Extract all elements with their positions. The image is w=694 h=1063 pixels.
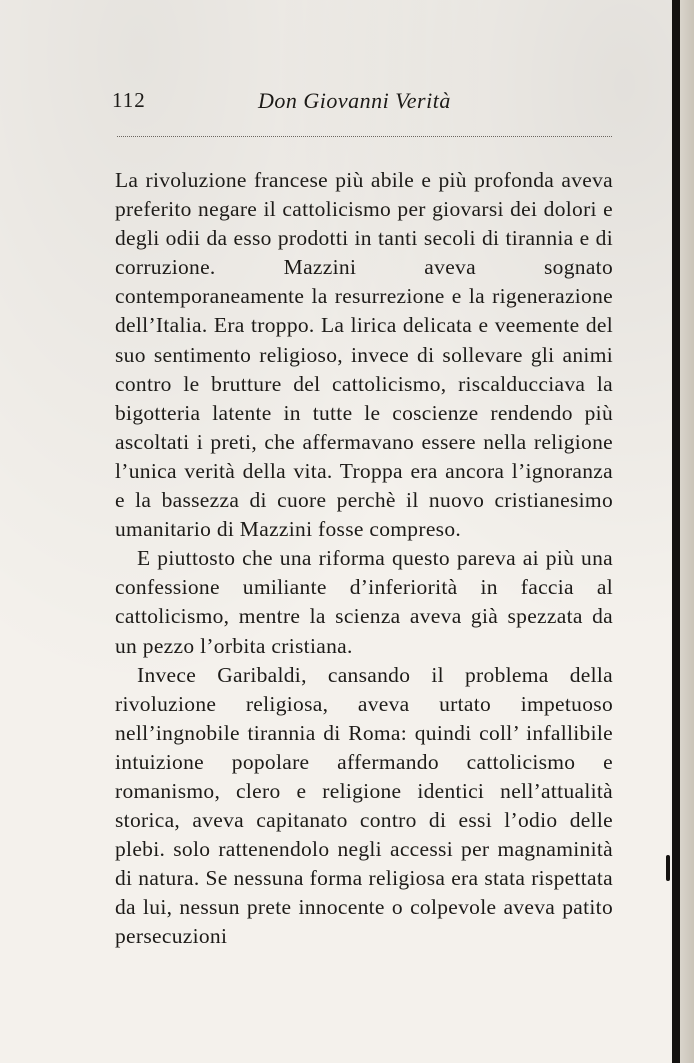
paragraph-3: Invece Garibaldi, cansando il problema della rivoluzione religiosa, aveva urtato impetuoso nell’ingnobile tirannia di Roma: quindi coll’ infallibile intuizione popolare affermando cattolicismo e romanismo, clero e religione identici nell’attualità storica, aveva capitanato contro di essi l’odio delle plebi. solo rattenendolo negli accessi per magnaminità di natura. Se nessuna forma religiosa era stata rispettata da lui, nessun prete innocente o colpevole aveva patito persecuzioni bbox=[115, 662, 613, 949]
page-header bbox=[112, 88, 612, 118]
page-edge-shadow bbox=[680, 0, 694, 1063]
book-spine bbox=[672, 0, 680, 1063]
body-text bbox=[115, 166, 613, 952]
header-rule bbox=[117, 136, 612, 137]
running-title: Don Giovanni Verità bbox=[258, 88, 451, 113]
page-number: 112 bbox=[112, 88, 146, 112]
paragraph-1: La rivoluzione francese più abile e più profonda aveva preferito negare il cattolicismo per giovarsi dei dolori e degli odii da esso prodotti in tanti secoli di tirannia e di corruzione. Mazzini aveva sognato contemporaneamente la resurrezione e la rigenerazione dell’Italia. Era troppo. La lirica delicata e veemente del suo sentimento religioso, invece di sollevare gli animi contro le brutture del cattolicismo, riscalducciava la bigotteria latente in tutte le coscienze rendendo più ascoltati i preti, che affermavano essere nella religione l’unica verità della vita. Troppa era ancora l’ignoranza e la bassezza di cuore perchè il nuovo cristianesimo umanitario di Mazzini fosse compreso. bbox=[115, 168, 613, 542]
paragraph-2: E piuttosto che una riforma questo pareva ai più una confessione umiliante d’inferiorità in faccia al cattolicismo, mentre la scienza aveva già spezzata da un pezzo l’orbita cristiana. bbox=[115, 546, 613, 658]
spine-mark bbox=[666, 855, 670, 881]
